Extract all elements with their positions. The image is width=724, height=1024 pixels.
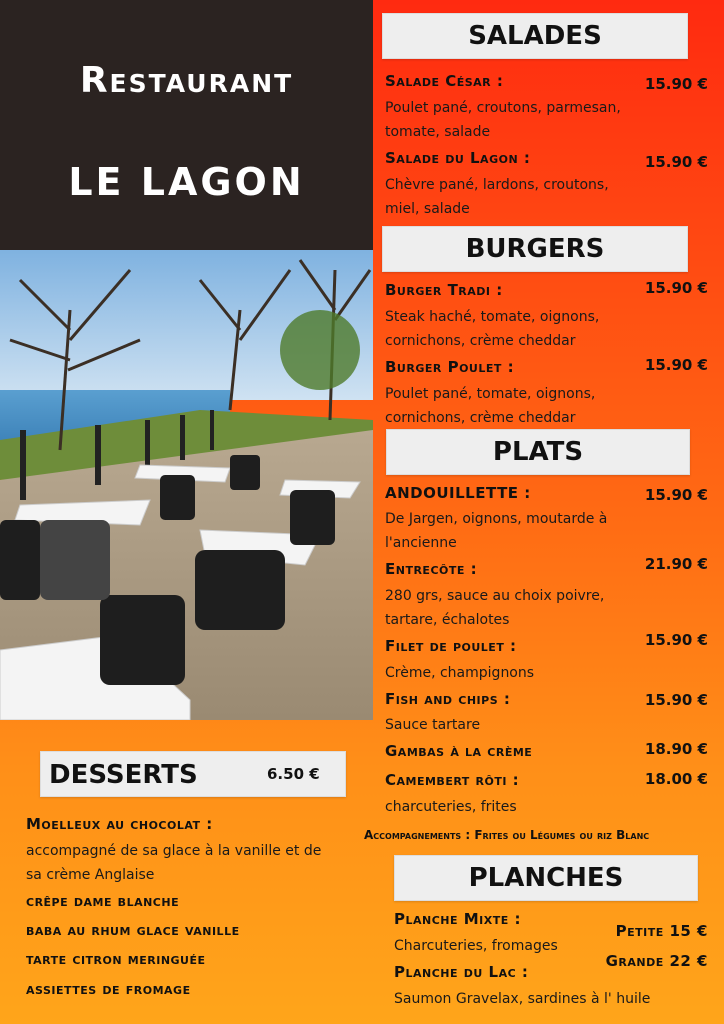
restaurant-header [0,0,373,250]
fromage-name: assiettes de fromage [26,980,191,998]
desserts-price: 6.50 € [267,765,320,783]
gambas-price: 18.90 € [644,740,708,758]
planches-title: PLANCHES [468,863,624,893]
moelleux-desc1: accompagné de sa glace à la vanille et de [26,843,322,859]
moelleux-desc2: sa crème Anglaise [26,867,155,883]
camembert-desc1: charcuteries, frites [385,799,517,815]
tarte-name: tarte citron meringuée [26,950,206,968]
entrecote-name: Entrecôte : [385,560,478,578]
fish-chips-desc1: Sauce tartare [385,717,481,733]
andouillette-name: ANDOUILLETTE : [385,484,531,502]
burger-poulet-desc2: cornichons, crème cheddar [385,410,576,426]
entrecote-price: 21.90 € [644,555,708,573]
salades-header [382,13,688,59]
baba-name: baba au rhum glace vanille [26,921,240,939]
filet-poulet-price: 15.90 € [644,631,708,649]
restaurant-title-line2: LE LAGON [68,160,305,204]
burgers-header [382,226,688,272]
planches-header [394,855,698,901]
salade-cesar-desc2: tomate, salade [385,124,491,140]
planche-lac-name: Planche du Lac : [394,963,529,981]
plats-header [386,429,690,475]
entrecote-desc2: tartare, échalotes [385,612,510,628]
plats-title: PLATS [492,437,584,467]
salade-cesar-desc1: Poulet pané, croutons, parmesan, [385,100,621,116]
salade-lagon-desc2: miel, salade [385,201,470,217]
filet-poulet-name: Filet de poulet : [385,637,517,655]
moelleux-name: Moelleux au chocolat : [26,815,213,833]
burger-poulet-name: Burger Poulet : [385,358,515,376]
burger-tradi-name: Burger Tradi : [385,281,503,299]
burgers-title: BURGERS [465,234,605,264]
planche-price-large: Grande 22 € [605,952,708,970]
accompagnements-note: Accompagnements : Frites ou Légumes ou riz Blanc [364,828,650,842]
planche-mixte-desc1: Charcuteries, fromages [394,938,558,954]
terrace-photo [0,250,373,720]
camembert-name: Camembert rôti : [385,771,520,789]
planche-lac-desc1: Saumon Gravelax, sardines à l' huile [394,991,651,1007]
andouillette-desc1: De Jargen, oignons, moutarde à [385,511,608,527]
salade-cesar-price: 15.90 € [644,75,708,93]
salade-lagon-name: Salade du Lagon : [385,149,531,167]
burger-poulet-desc1: Poulet pané, tomate, oignons, [385,386,596,402]
restaurant-title-line1: Restaurant [79,60,294,101]
planche-price-small: Petite 15 € [615,922,708,940]
salade-lagon-desc1: Chèvre pané, lardons, croutons, [385,177,609,193]
andouillette-price: 15.90 € [644,486,708,504]
fish-chips-name: Fish and chips : [385,690,511,708]
burger-tradi-desc1: Steak haché, tomate, oignons, [385,309,600,325]
filet-poulet-desc1: Crème, champignons [385,665,535,681]
planche-mixte-name: Planche Mixte : [394,910,521,928]
entrecote-desc1: 280 grs, sauce au choix poivre, [385,588,605,604]
burger-poulet-price: 15.90 € [644,356,708,374]
burger-tradi-desc2: cornichons, crème cheddar [385,333,576,349]
salade-lagon-price: 15.90 € [644,153,708,171]
fish-chips-price: 15.90 € [644,691,708,709]
andouillette-desc2: l'ancienne [385,535,457,551]
salade-cesar-name: Salade César : [385,72,504,90]
desserts-header [40,751,346,797]
burger-tradi-price: 15.90 € [644,279,708,297]
crepe-name: crêpe dame blanche [26,892,180,910]
desserts-title: DESSERTS [49,760,198,790]
camembert-price: 18.00 € [644,770,708,788]
gambas-name: Gambas à la crème [385,742,533,760]
salades-title: SALADES [468,21,602,51]
